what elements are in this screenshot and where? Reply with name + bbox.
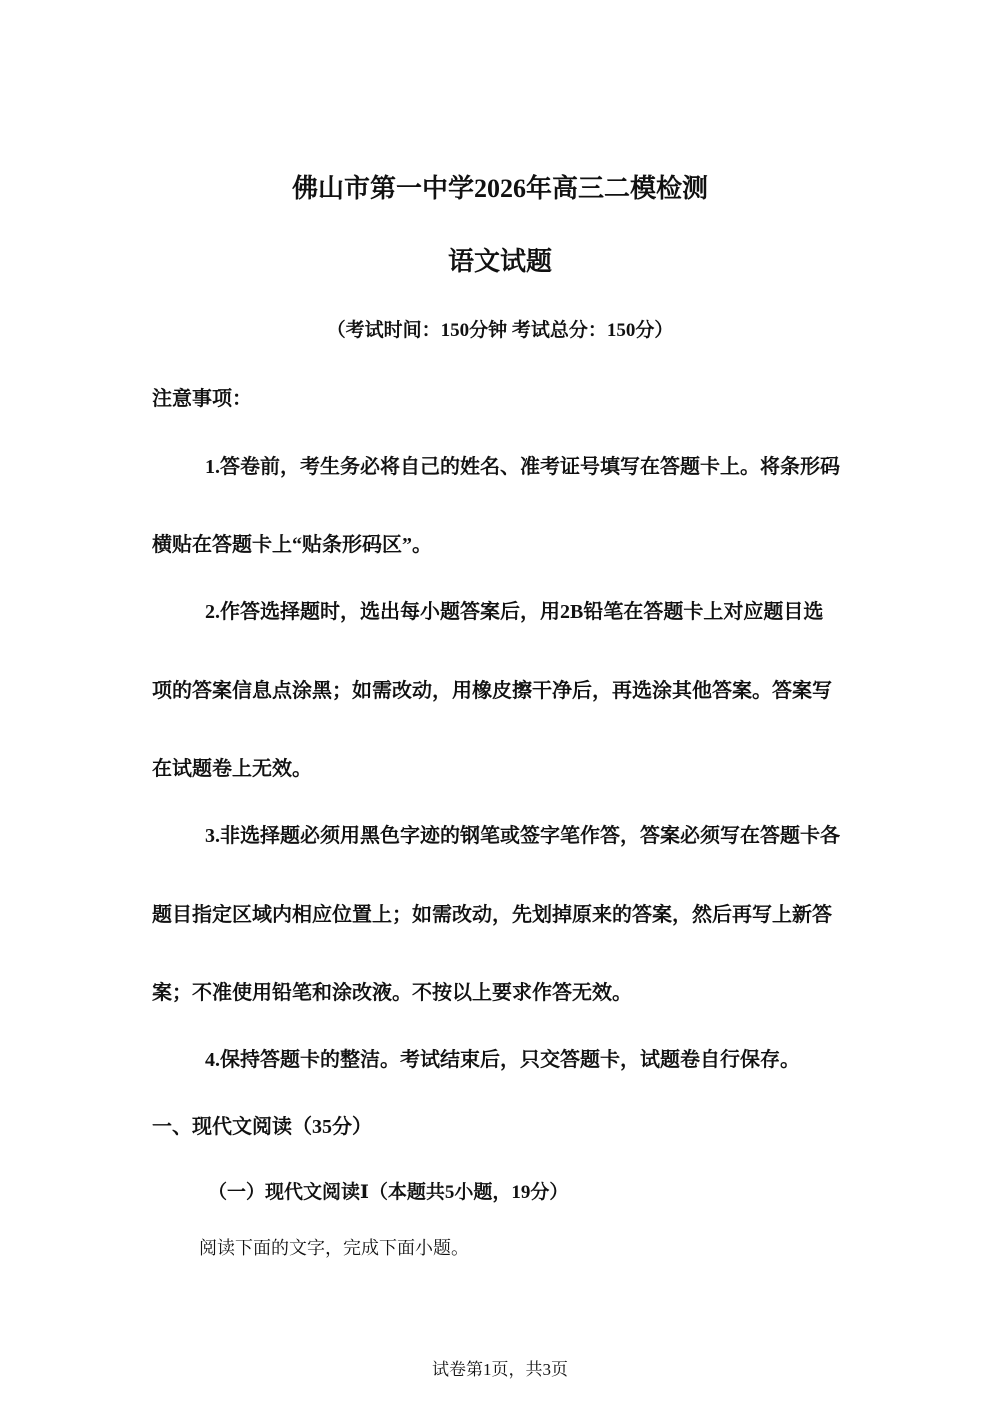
page-footer: 试卷第1页，共3页 — [432, 1360, 568, 1379]
exam-time-and-score: （考试时间：150分钟 考试总分：150分） — [326, 320, 674, 341]
exam-title: 佛山市第一中学2026年高三二模检测 — [291, 174, 708, 203]
section-heading: 一、现代文阅读（35分） — [152, 1116, 372, 1138]
reading-instruction: 阅读下面的文字，完成下面小题。 — [199, 1238, 469, 1258]
notice-3-line-2: 题目指定区域内相应位置上；如需改动，先划掉原来的答案，然后再写上新答 — [152, 904, 832, 926]
notice-2-line-3: 在试题卷上无效。 — [152, 758, 312, 780]
exam-subject: 语文试题 — [447, 247, 552, 276]
notice-1-line-1: 1.答卷前，考生务必将自己的姓名、准考证号填写在答题卡上。将条形码 — [205, 456, 840, 478]
notice-3-line-1: 3.非选择题必须用黑色字迹的钢笔或签字笔作答，答案必须写在答题卡各 — [205, 825, 840, 847]
notice-heading: 注意事项： — [152, 388, 252, 410]
subsection-heading: （一）现代文阅读Ⅰ（本题共5小题，19分） — [208, 1182, 569, 1203]
notice-1-line-2: 横贴在答题卡上“贴条形码区”。 — [152, 534, 432, 556]
notice-2-line-2: 项的答案信息点涂黑；如需改动，用橡皮擦干净后，再选涂其他答案。答案写 — [152, 680, 832, 702]
notice-4-line-1: 4.保持答题卡的整洁。考试结束后，只交答题卡，试题卷自行保存。 — [205, 1049, 800, 1071]
notice-3-line-3: 案；不准使用铅笔和涂改液。不按以上要求作答无效。 — [152, 982, 632, 1004]
notice-2-line-1: 2.作答选择题时，选出每小题答案后，用2B铅笔在答题卡上对应题目选 — [205, 601, 824, 623]
